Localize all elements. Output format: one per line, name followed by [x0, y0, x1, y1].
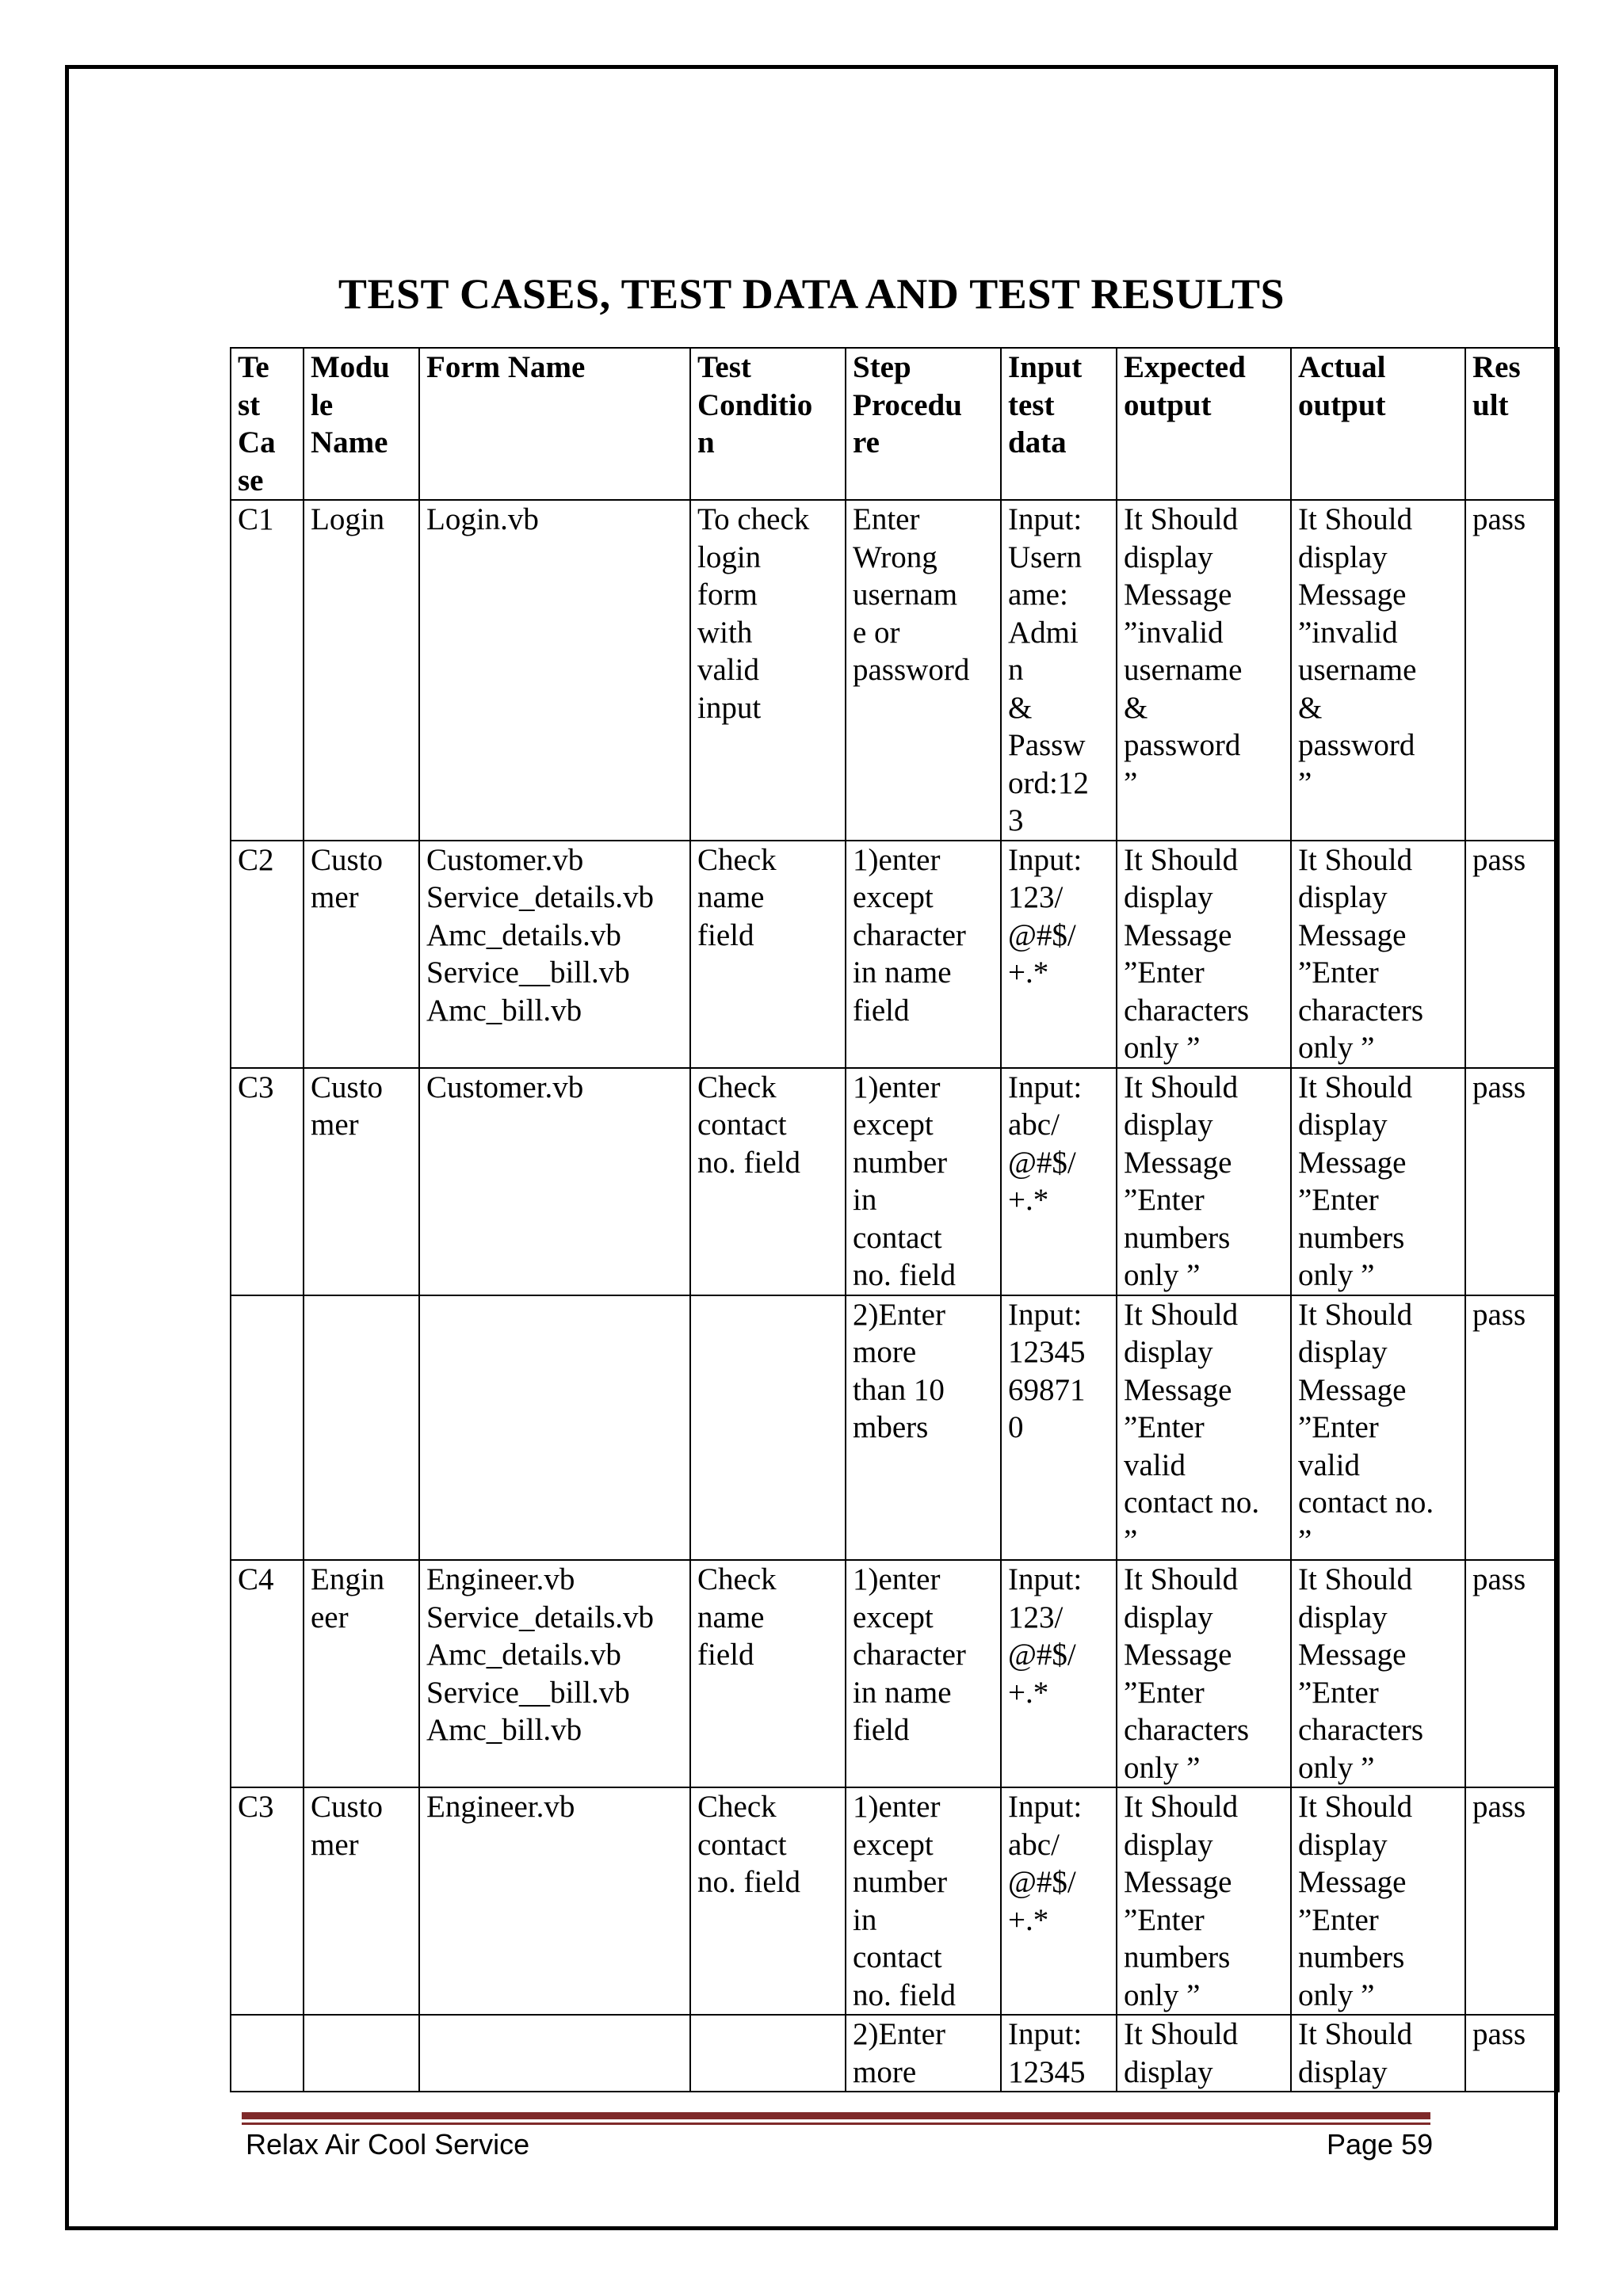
table-row [231, 1560, 1559, 1787]
header-test-case: Te st Ca se [231, 348, 304, 500]
cell-input-test-data: Input: Usern ame: Admi n & Passw ord:12 3 [1001, 500, 1117, 841]
cell-form-name: Customer.vb Service_details.vb Amc_details.vb Service__bill.vb Amc_bill.vb [419, 841, 690, 1068]
cell-input-test-data: Input: 123/ @#$/ +.* [1001, 841, 1117, 1068]
cell-expected-output: It Should display Message ”Enter numbers only ” [1117, 1068, 1291, 1295]
cell-form-name: Customer.vb [419, 1068, 690, 1295]
table-row [231, 1068, 1559, 1295]
cell-result: pass [1465, 500, 1559, 841]
cell-result: pass [1465, 1068, 1559, 1295]
cell-step-procedure: Enter Wrong usernam e or password [846, 500, 1001, 841]
cell-test-case: C3 [231, 1068, 304, 1295]
cell-module-name [304, 2015, 419, 2092]
cell-actual-output: It Should display Message ”invalid username & password ” [1291, 500, 1465, 841]
cell-step-procedure: 2)Enter more [846, 2015, 1001, 2092]
table-row [231, 1295, 1559, 1561]
cell-input-test-data: Input: 12345 [1001, 2015, 1117, 2092]
cell-actual-output: It Should display Message ”Enter valid contact no. ” [1291, 1295, 1465, 1561]
cell-actual-output: It Should display Message ”Enter numbers only ” [1291, 1787, 1465, 2015]
cell-test-condition [690, 2015, 846, 2092]
cell-actual-output: It Should display [1291, 2015, 1465, 2092]
cell-input-test-data: Input: 12345 69871 0 [1001, 1295, 1117, 1561]
cell-test-case: C4 [231, 1560, 304, 1787]
table-row [231, 500, 1559, 841]
test-cases-table [230, 347, 1560, 2092]
cell-actual-output: It Should display Message ”Enter numbers only ” [1291, 1068, 1465, 1295]
cell-module-name: Login [304, 500, 419, 841]
cell-test-condition: Check name field [690, 1560, 846, 1787]
header-result: Res ult [1465, 348, 1559, 500]
cell-result: pass [1465, 2015, 1559, 2092]
cell-result: pass [1465, 1560, 1559, 1787]
cell-input-test-data: Input: abc/ @#$/ +.* [1001, 1068, 1117, 1295]
cell-expected-output: It Should display Message ”Enter characters only ” [1117, 1560, 1291, 1787]
header-form-name: Form Name [419, 348, 690, 500]
cell-test-condition: Check contact no. field [690, 1787, 846, 2015]
cell-module-name: Engin eer [304, 1560, 419, 1787]
footer-project-name: Relax Air Cool Service [246, 2128, 530, 2161]
cell-module-name: Custo mer [304, 841, 419, 1068]
footer-page-number: Page 59 [1327, 2128, 1434, 2161]
table-row [231, 841, 1559, 1068]
header-module-name: Modu le Name [304, 348, 419, 500]
header-actual-output: Actual output [1291, 348, 1465, 500]
cell-expected-output: It Should display Message ”invalid username & password ” [1117, 500, 1291, 841]
header-input-test-data: Input test data [1001, 348, 1117, 500]
cell-test-condition: To check login form with valid input [690, 500, 846, 841]
cell-step-procedure: 1)enter except number in contact no. field [846, 1787, 1001, 2015]
page-title: TEST CASES, TEST DATA AND TEST RESULTS [338, 270, 1285, 318]
header-test-condition: Test Conditio n [690, 348, 846, 500]
cell-expected-output: It Should display Message ”Enter characters only ” [1117, 841, 1291, 1068]
cell-form-name: Engineer.vb [419, 1787, 690, 2015]
cell-result: pass [1465, 1295, 1559, 1561]
cell-form-name [419, 1295, 690, 1561]
header-step-procedure: Step Procedu re [846, 348, 1001, 500]
cell-test-condition: Check contact no. field [690, 1068, 846, 1295]
table-row [231, 1787, 1559, 2015]
table-header-row [231, 348, 1559, 500]
cell-expected-output: It Should display Message ”Enter numbers only ” [1117, 1787, 1291, 2015]
cell-input-test-data: Input: 123/ @#$/ +.* [1001, 1560, 1117, 1787]
cell-module-name: Custo mer [304, 1787, 419, 2015]
cell-form-name: Engineer.vb Service_details.vb Amc_details.vb Service__bill.vb Amc_bill.vb [419, 1560, 690, 1787]
cell-test-case [231, 2015, 304, 2092]
cell-actual-output: It Should display Message ”Enter characters only ” [1291, 1560, 1465, 1787]
cell-module-name [304, 1295, 419, 1561]
cell-test-case: C1 [231, 500, 304, 841]
cell-input-test-data: Input: abc/ @#$/ +.* [1001, 1787, 1117, 2015]
cell-actual-output: It Should display Message ”Enter characters only ” [1291, 841, 1465, 1068]
cell-test-condition: Check name field [690, 841, 846, 1068]
cell-expected-output: It Should display Message ”Enter valid contact no. ” [1117, 1295, 1291, 1561]
cell-result: pass [1465, 1787, 1559, 2015]
cell-form-name: Login.vb [419, 500, 690, 841]
cell-test-case [231, 1295, 304, 1561]
cell-step-procedure: 2)Enter more than 10 mbers [846, 1295, 1001, 1561]
table-row [231, 2015, 1559, 2092]
cell-expected-output: It Should display [1117, 2015, 1291, 2092]
cell-test-case: C3 [231, 1787, 304, 2015]
cell-form-name [419, 2015, 690, 2092]
cell-test-condition [690, 1295, 846, 1561]
cell-step-procedure: 1)enter except character in name field [846, 1560, 1001, 1787]
cell-test-case: C2 [231, 841, 304, 1068]
cell-step-procedure: 1)enter except character in name field [846, 841, 1001, 1068]
footer-rule [242, 2112, 1430, 2125]
header-expected-output: Expected output [1117, 348, 1291, 500]
cell-step-procedure: 1)enter except number in contact no. field [846, 1068, 1001, 1295]
cell-module-name: Custo mer [304, 1068, 419, 1295]
cell-result: pass [1465, 841, 1559, 1068]
